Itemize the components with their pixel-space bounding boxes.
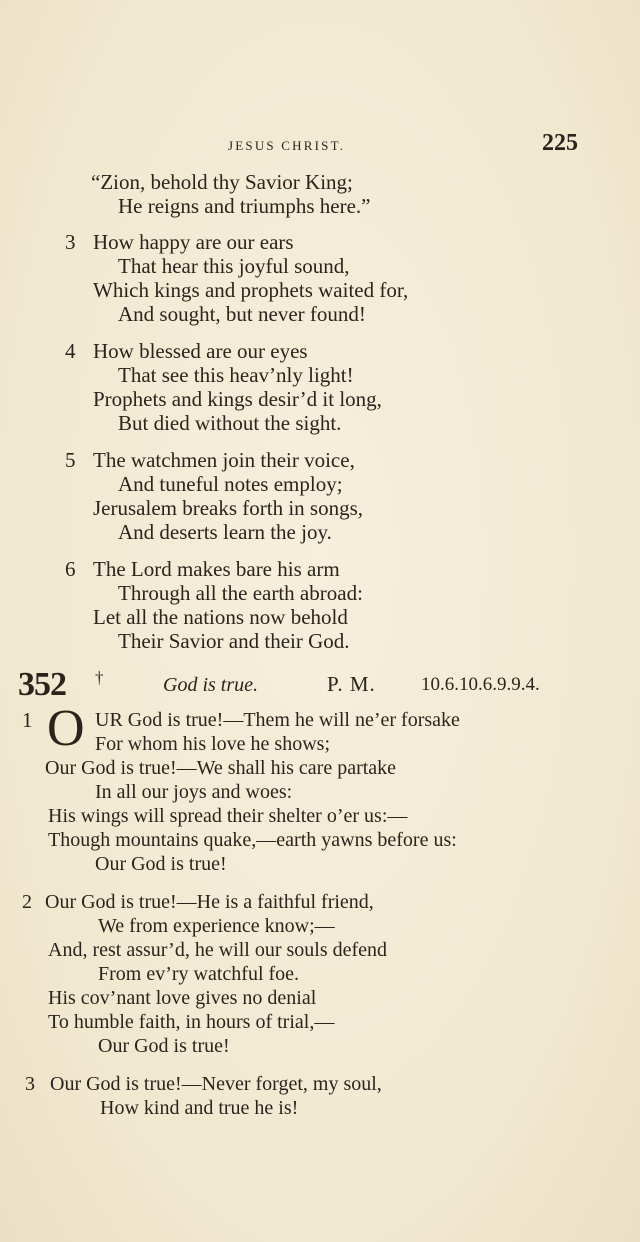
stanza-number: 3 xyxy=(25,1073,35,1095)
running-title: JESUS CHRIST. xyxy=(228,138,346,153)
drop-cap: O xyxy=(47,700,85,757)
stanza-line: And tuneful notes employ; xyxy=(118,472,343,496)
stanza-line: We from experience know;— xyxy=(98,915,335,937)
stanza-line: Our God is true! xyxy=(98,1035,230,1057)
stanza-line: That hear this joyful sound, xyxy=(118,254,350,278)
stanza-line: Though mountains quake,—earth yawns before us: xyxy=(48,829,457,851)
stanza-line: The watchmen join their voice, xyxy=(93,448,355,472)
stanza-line: UR God is true!—Them he will ne’er forsake xyxy=(95,709,460,731)
stanza-number: 4 xyxy=(65,339,76,363)
stanza-line: Our God is true!—Never forget, my soul, xyxy=(50,1073,382,1095)
stanza-line: Our God is true! xyxy=(95,853,227,875)
stanza-line: The Lord makes bare his arm xyxy=(93,557,340,581)
hymn-metrics: 10.6.10.6.9.9.4. xyxy=(421,674,540,695)
stanza-line: How blessed are our eyes xyxy=(93,339,308,363)
hymn-title: God is true. xyxy=(163,674,258,696)
stanza-number: 5 xyxy=(65,448,76,472)
stanza-number: 3 xyxy=(65,230,76,254)
stanza-line: For whom his love he shows; xyxy=(95,733,330,755)
stanza-line: But died without the sight. xyxy=(118,411,342,435)
stanza-line: Our God is true!—He is a faithful friend, xyxy=(45,891,374,913)
stanza-line: That see this heav’nly light! xyxy=(118,363,354,387)
stanza-line: And, rest assur’d, he will our souls defend xyxy=(48,939,388,961)
stanza-number: 1 xyxy=(22,708,33,732)
stanza-line: How kind and true he is! xyxy=(100,1097,299,1119)
stanza-line: In all our joys and woes: xyxy=(95,781,293,803)
hymn-dagger: † xyxy=(95,668,104,687)
stanza-number: 2 xyxy=(22,891,32,913)
stanza-line: Our God is true!—We shall his care partake xyxy=(45,757,397,779)
stanza-line: How happy are our ears xyxy=(93,230,294,254)
hymn-number: 352 xyxy=(18,666,66,703)
stanza-number: 6 xyxy=(65,557,76,581)
stanza-line: From ev’ry watchful foe. xyxy=(98,963,300,985)
stanza-line: Which kings and prophets waited for, xyxy=(93,278,409,302)
stanza-line: And sought, but never found! xyxy=(118,302,366,326)
hymn-meter: P. M. xyxy=(327,672,376,696)
stanza-line: His wings will spread their shelter o’er us:— xyxy=(48,805,408,827)
stanza-line: He reigns and triumphs here.” xyxy=(118,194,371,218)
stanza-line: To humble faith, in hours of trial,— xyxy=(48,1011,335,1033)
stanza-line: And deserts learn the joy. xyxy=(118,520,332,544)
stanza-line: “Zion, behold thy Savior King; xyxy=(91,170,353,194)
stanza-line: Let all the nations now behold xyxy=(93,605,348,629)
stanza-line: Through all the earth abroad: xyxy=(118,581,363,605)
stanza-line: Jerusalem breaks forth in songs, xyxy=(93,496,364,520)
stanza-line: His cov’nant love gives no denial xyxy=(48,987,317,1009)
stanza-line: Prophets and kings desir’d it long, xyxy=(93,387,382,411)
stanza-line: Their Savior and their God. xyxy=(118,629,350,653)
running-head xyxy=(0,130,640,158)
page-number: 225 xyxy=(542,130,578,156)
hymn-heading xyxy=(0,668,640,702)
